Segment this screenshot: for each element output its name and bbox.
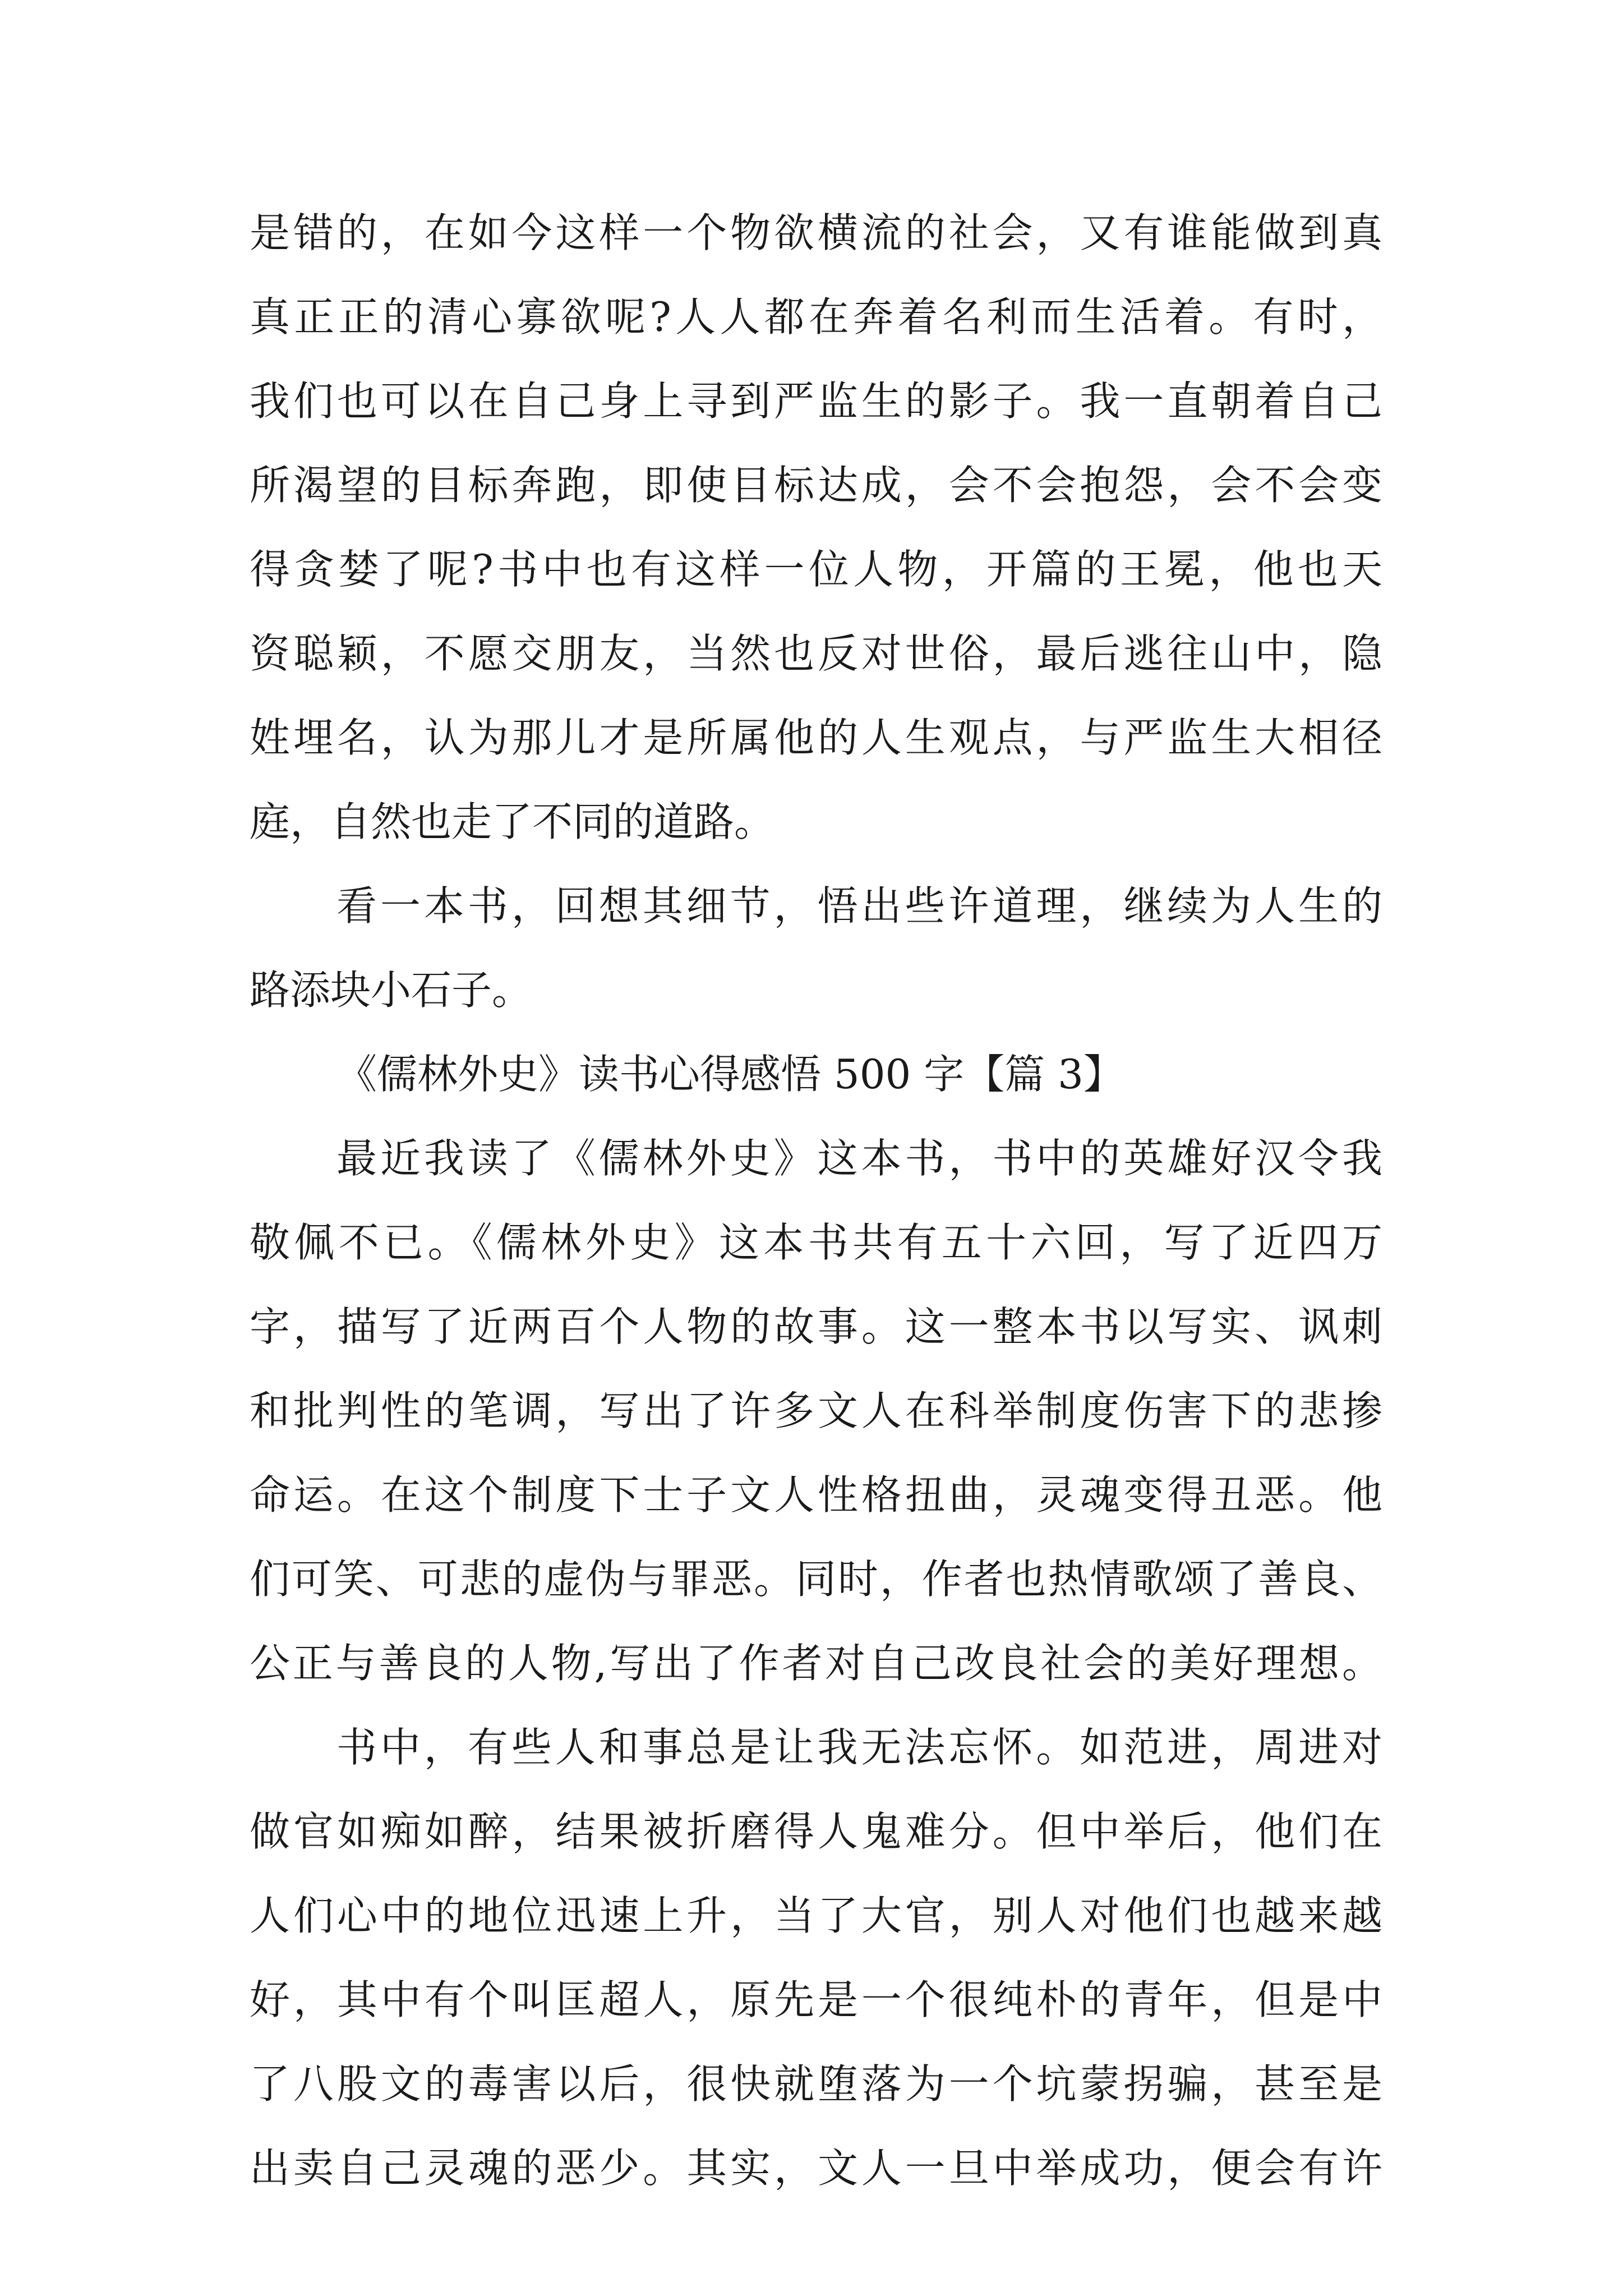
paragraph-line: 做官如痴如醉，结果被折磨得人鬼难分。但中举后，他们在 [250, 1808, 1382, 1855]
paragraph-line: 敬佩不已。《儒林外史》这本书共有五十六回，写了近四万 [250, 1219, 1382, 1266]
paragraph-line: 看一本书，回想其细节，悟出些许道理，继续为人生的 [336, 882, 1382, 930]
paragraph-line: 书中，有些人和事总是让我无法忘怀。如范进，周进对 [336, 1724, 1382, 1771]
paragraph-line: 了八股文的毒害以后，很快就堕落为一个坑蒙拐骗，甚至是 [250, 2060, 1382, 2108]
paragraph-line: 我们也可以在自己身上寻到严监生的影子。我一直朝着自己 [250, 378, 1382, 425]
paragraph-line: 最近我读了《儒林外史》这本书，书中的英雄好汉令我 [336, 1135, 1382, 1182]
paragraph-line: 公正与善良的人物,写出了作者对自己改良社会的美好理想。 [250, 1640, 1382, 1687]
paragraph-line: 是错的，在如今这样一个物欲横流的社会，又有谁能做到真 [250, 209, 1382, 256]
paragraph-line: 们可笑、可悲的虚伪与罪恶。同时，作者也热情歌颂了善良、 [250, 1556, 1382, 1603]
paragraph-line: 人们心中的地位迅速上升，当了大官，别人对他们也越来越 [250, 1892, 1382, 1939]
paragraph-line: 路添块小石子。 [250, 967, 533, 1014]
paragraph-line: 姓埋名，认为那儿才是所属他的人生观点，与严监生大相径 [250, 714, 1382, 761]
paragraph-line: 庭，自然也走了不同的道路。 [250, 798, 775, 845]
paragraph-line: 真正正的清心寡欲呢?人人都在奔着名利而生活着。有时， [250, 293, 1382, 341]
paragraph-line: 所渴望的目标奔跑，即使目标达成，会不会抱怨，会不会变 [250, 462, 1382, 509]
paragraph-line: 得贪婪了呢?书中也有这样一位人物，开篇的王冕，他也天 [250, 546, 1382, 593]
section-heading: 《儒林外史》读书心得感悟 500 字【篇 3】 [336, 1051, 1124, 1098]
paragraph-line: 好，其中有个叫匡超人，原先是一个很纯朴的青年，但是中 [250, 1976, 1382, 2023]
paragraph-line: 字，描写了近两百个人物的故事。这一整本书以写实、讽刺 [250, 1303, 1382, 1350]
paragraph-line: 出卖自己灵魂的恶少。其实，文人一旦中举成功，便会有许 [250, 2145, 1382, 2192]
paragraph-line: 命运。在这个制度下士子文人性格扭曲，灵魂变得丑恶。他 [250, 1471, 1382, 1519]
paragraph-line: 资聪颖，不愿交朋友，当然也反对世俗，最后逃往山中，隐 [250, 630, 1382, 677]
paragraph-line: 和批判性的笔调，写出了许多文人在科举制度伤害下的悲掺 [250, 1387, 1382, 1434]
